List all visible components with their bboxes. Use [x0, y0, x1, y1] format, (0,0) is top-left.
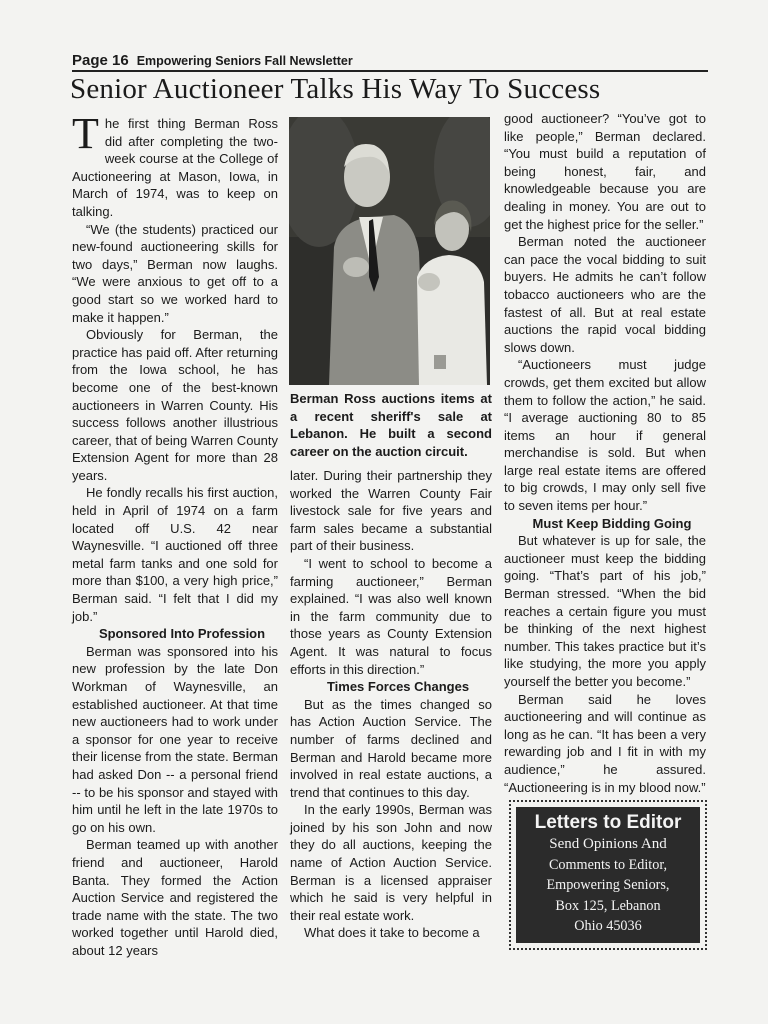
letters-title: Letters to Editor — [534, 812, 682, 833]
headline: Senior Auctioneer Talks His Way To Success — [70, 73, 601, 105]
paragraph: Berman was sponsored into his new profession by the late Don Workman of Waynesville, an established auctioneer. At that time new auctioneers had to work under a sponsor for one year to receive their license from the state. Berman had asked Don -- a personal friend -- to be his sponsor and stayed with him until he left in the late 1970s to go on his own. — [72, 643, 278, 835]
paragraph: What does it take to become a — [304, 925, 480, 941]
paragraph: good auctioneer? “You’ve got to like people,” Berman declared. “You must build a reputation of being honest, fair, and knowledgeable because you are dealing in money. You are out to get the highest price for the seller.” — [504, 111, 706, 232]
paragraph: “We (the students) practiced our new-found auctioneering skills for two days,” Berman now laughs. “We were anxious to get off to a good start so we worked hard to make it happen.” — [72, 221, 278, 325]
letters-line: Send Opinions And — [549, 836, 667, 852]
article-column-1 — [72, 109, 278, 960]
paragraph: But whatever is up for sale, the auctioneer must keep the bidding going. “That’s part of his job,” Berman stressed. “When the bid reaches a certain figure you must be thinking of the next highest number. This takes practice but it’s like studying, the more you apply yourself the better you become.” — [504, 533, 706, 689]
paragraph: In the early 1990s, Berman was joined by his son John and now they do all auctions, keeping the name of Action Auction Service. Berman is a licensed appraiser which he said is very helpful in their real estate work. — [290, 802, 492, 923]
newsletter-name: Empowering Seniors Fall Newsletter — [136, 54, 353, 68]
subhead: Must Keep Bidding Going — [532, 515, 692, 531]
paragraph: Obviously for Berman, the practice has paid off. After returning from the Iowa school, he has become one of the best-known auctioneers in Warren County. His success follows another illustrious career, that of being Warren County Extension Agent for more than 28 years. — [72, 327, 278, 483]
article-column-2 — [290, 467, 492, 942]
paragraph: later. During their partnership they worked the Warren County Fair livestock sale for five years and farm sales became a substantial part of their business. — [290, 468, 492, 554]
subhead: Sponsored Into Profession — [98, 626, 266, 642]
paragraph: But as the times changed so has Action Auction Service. The number of farms declined and Berman and Harold became more involved in real estate auctions, a trend that continues to this day. — [290, 696, 492, 800]
page-header — [72, 50, 708, 72]
subhead: Times Forces Changes — [326, 679, 470, 695]
paragraph: Berman said he loves auctioneering and will continue as long as he can. “It has been a very rewarding job and I fit in with my audience,” he assured. “Auctioneering is in my blood now.” — [504, 691, 706, 795]
paragraph: “I went to school to become a farming auctioneer,” Berman explained. “I was also well known in the farm community due to those years as County Extension Agent. It was natural to focus efforts in this direction.” — [290, 555, 492, 677]
letters-line: Comments to Editor, — [548, 856, 668, 873]
photo — [289, 117, 490, 385]
letters-line: Ohio 45036 — [574, 918, 642, 934]
photo-two-people-icon — [289, 117, 490, 385]
paragraph: He fondly recalls his first auction, held in April of 1974 on a farm located off U.S. 42 near Waynesville. “I auctioned off three metal farm tanks and one sold for more than $100, a very high price,” Berman said. “I felt that I did my job.” — [72, 485, 278, 624]
letters-panel — [516, 807, 700, 943]
letters-line: Box 125, Lebanon — [555, 897, 661, 914]
letters-line: Empowering Seniors, — [546, 877, 670, 893]
article-column-3 — [504, 110, 706, 796]
page-number: Page 16 — [72, 52, 129, 69]
paragraph: Berman teamed up with another friend and auctioneer, Harold Banta. They formed the Action Auction Service and registered the trade name with the state. The two worked together until Harold died, about 12 years — [72, 837, 278, 958]
letters-to-editor-box — [509, 800, 707, 950]
photo-caption: Berman Ross auctions items at a recent sheriff's sale at Lebanon. He built a second career on the auction circuit. — [290, 391, 492, 459]
paragraph: “Auctioneers must judge crowds, get them excited but allow them to follow the action,” he said. “I average auctioning 80 to 85 items an hour if general merchandise is sold. But when large real estate items are offered to big crowds, I may only sell five to seven items per hour.” — [504, 357, 706, 514]
paragraph: Berman noted the auctioneer can pace the vocal bidding to suit buyers. He admits he can’t follow tobacco auctioneers who are the fastest of all. But at real estate auctions the rapid vocal bidding slows down. — [504, 234, 706, 355]
paragraph: The first thing Berman Ross did after completing the two-week course at the College of Auctioneering at Mason, Iowa, in March of 1974, was to keep on talking. — [72, 109, 278, 219]
drop-cap: T — [72, 109, 99, 158]
